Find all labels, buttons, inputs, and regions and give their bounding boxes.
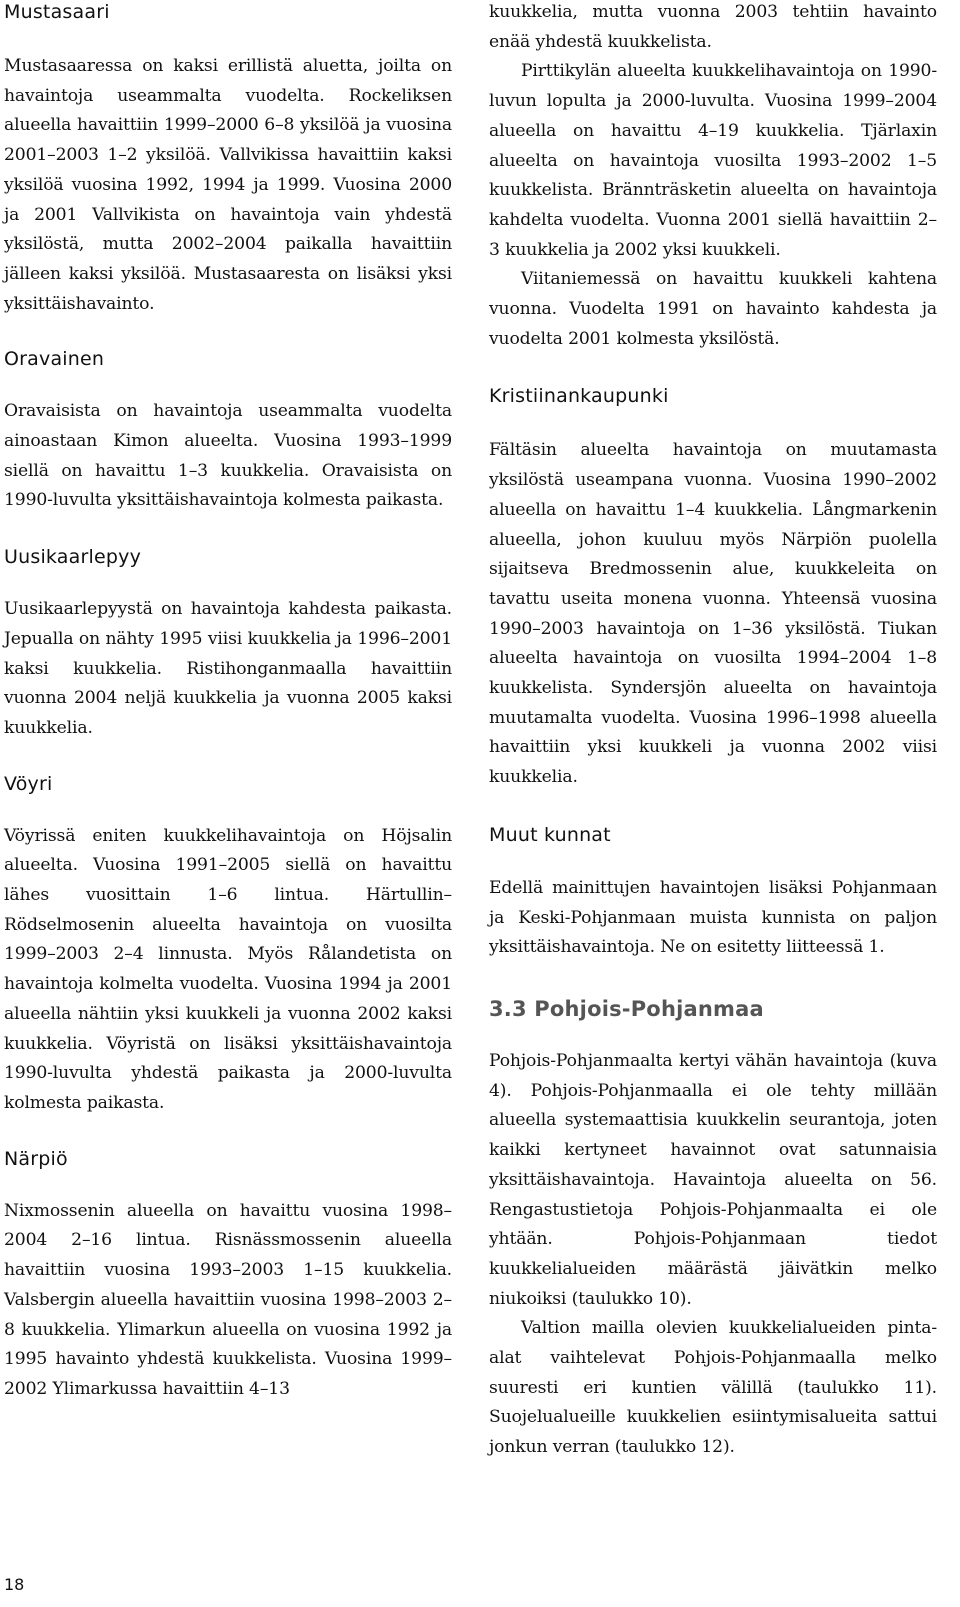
paragraph-oravainen: Oravaisista on havaintoja useammalta vuodelta ainoastaan Kimon alueelta. Vuosina 1993–1999 siellä on havaittu 1–3 kuukkelia. Oravaisista on 1990-luvulta yksittäishavaintoja kolmesta paikasta. xyxy=(4,401,452,511)
paragraph-viitaniemi: Viitaniemessä on havaittu kuukkeli kahtena vuonna. Vuodelta 1991 on havainto kahdesta ja vuodelta 2001 kolmesta yksilöstä. xyxy=(489,269,937,349)
heading-mustasaari: Mustasaari xyxy=(4,1,110,23)
paragraph-mustasaari: Mustasaaressa on kaksi erillistä aluetta, joilta on havaintoja useammalta vuodelta. Rockeliksen alueella havaittiin 1999–2000 6–8 yksilöä ja vuosina 2001–2003 1–2 yksilöä. Vallvikissa havaittiin kaksi yksilöä vuosina 1992, 1994 ja 1999. Vuosina 2000 ja 2001 Vallvikista on havaintoja vain yhdestä yksilöstä, mutta 2002–2004 paikalla havaittiin jälleen kaksi yksilöä. Mustasaaresta on lisäksi yksi yksittäishavainto. xyxy=(4,56,452,314)
paragraph-narpio-continued: kuukkelia, mutta vuonna 2003 tehtiin havainto enää yhdestä kuukkelista. xyxy=(489,2,937,52)
heading-uusikaarlepyy: Uusikaarlepyy xyxy=(4,546,142,569)
heading-voyri: Vöyri xyxy=(4,772,53,795)
right-column xyxy=(489,0,937,1463)
heading-kristiinankaupunki: Kristiinankaupunki xyxy=(489,385,669,408)
heading-narpio: Närpiö xyxy=(4,1147,68,1170)
paragraph-kristiinankaupunki: Fältäsin alueelta havaintoja on muutamasta yksilöstä useampana vuonna. Vuosina 1990–2002 alueella on havaittu 1–4 kuukkelia. Långmarkenin alueella, johon kuuluu myös Närpiön puolella sijaitseva Bredmossenin alue, kuukkeleita on tavattu useita monena vuonna. Yhteensä vuosina 1990–2003 havaintoja on 1–36 yksilöstä. Tiukan alueelta havaintoja on vuosilta 1994–2004 1–8 kuukkelista. Syndersjön alueelta on havaintoja muutamalta vuodelta. Vuosina 1996–1998 alueella havaittiin yksi kuukkeli ja vuonna 2002 viisi kuukkelia. xyxy=(489,440,937,788)
page-number: 18 xyxy=(4,1575,25,1594)
paragraph-pohjois-pohjanmaa-2: Valtion mailla olevien kuukkelialueiden pinta-alat vaihtelevat Pohjois-Pohjanmaalla melko suuresti eri kuntien välillä (taulukko 11). Suojelualueille kuukkelien esiintymisalueita sattui jonkun verran (taulukko 12). xyxy=(489,1318,937,1458)
paragraph-pohjois-pohjanmaa-1: Pohjois-Pohjanmaalta kertyi vähän havaintoja (kuva 4). Pohjois-Pohjanmaalla ei ole tehty millään alueella systemaattisia kuukkelin seurantoja, joten kaikki kertyneet havainnot ovat satunnaisia yksittäishavaintoja. Havaintoja alueelta on 56. Rengastustietoja Pohjois-Pohjanmaalta ei ole yhtään. Pohjois-Pohjanmaan tiedot kuukkelialueiden määrästä jäivätkin melko niukoiksi (taulukko 10). xyxy=(489,1050,937,1309)
left-column xyxy=(4,0,452,1405)
paragraph-uusikaarlepyy: Uusikaarlepyystä on havaintoja kahdesta paikasta. Jepualla on nähty 1995 viisi kuukkelia ja 1996–2001 kaksi kuukkelia. Ristihonganmaalla havaittiin vuonna 2004 neljä kuukkelia ja vuonna 2005 kaksi kuukkelia. xyxy=(4,599,452,738)
paragraph-voyri: Vöyrissä eniten kuukkelihavaintoja on Höjsalin alueelta. Vuosina 1991–2005 siellä on havaittu lähes vuosittain 1–6 lintua. Härtullin–Rödselmosenin alueelta havaintoja on vuosilta 1999–2003 2–4 linnusta. Myös Rålandetista on havaintoja kolmelta vuodelta. Vuosina 1994 ja 2001 alueella nähtiin yksi kuukkeli ja vuonna 2002 kaksi kuukkelia. Vöyristä on lisäksi yksittäishavaintoja 1990-luvulta yhdestä paikasta ja 2000-luvulta kolmesta paikasta. xyxy=(4,825,452,1113)
heading-pohjois-pohjanmaa: 3.3 Pohjois-Pohjanmaa xyxy=(489,996,764,1021)
paragraph-pirttikyla: Pirttikylän alueelta kuukkelihavaintoja on 1990-luvun lopulta ja 2000-luvulta. Vuosina 1999–2004 alueella on havaittu 4–19 kuukkelia. Tjärlaxin alueelta on havaintoja vuosilta 1993–2002 1–5 kuukkelista. Brännträsketin alueelta on havaintoja kahdelta vuodelta. Vuonna 2001 siellä havaittiin 2–3 kuukkelia ja 2002 yksi kuukkeli. xyxy=(489,61,937,260)
heading-muut-kunnat: Muut kunnat xyxy=(489,823,611,846)
paragraph-narpio: Nixmossenin alueella on havaittu vuosina 1998–2004 2–16 lintua. Risnässmossenin alueella havaittiin vuosina 1993–2003 1–15 kuukkelia. Valsbergin alueella havaittiin vuosina 1998–2003 2–8 kuukkelia. Ylimarkun alueella on vuosina 1992 ja 1995 havainto yhdestä kuukkelista. Vuosina 1999–2002 Ylimarkussa havaittiin 4–13 xyxy=(4,1200,452,1399)
paragraph-muut-kunnat: Edellä mainittujen havaintojen lisäksi Pohjanmaan ja Keski-Pohjanmaan muista kunnista on paljon yksittäishavaintoja. Ne on esitetty liitteessä 1. xyxy=(489,877,937,958)
heading-oravainen: Oravainen xyxy=(4,348,105,371)
